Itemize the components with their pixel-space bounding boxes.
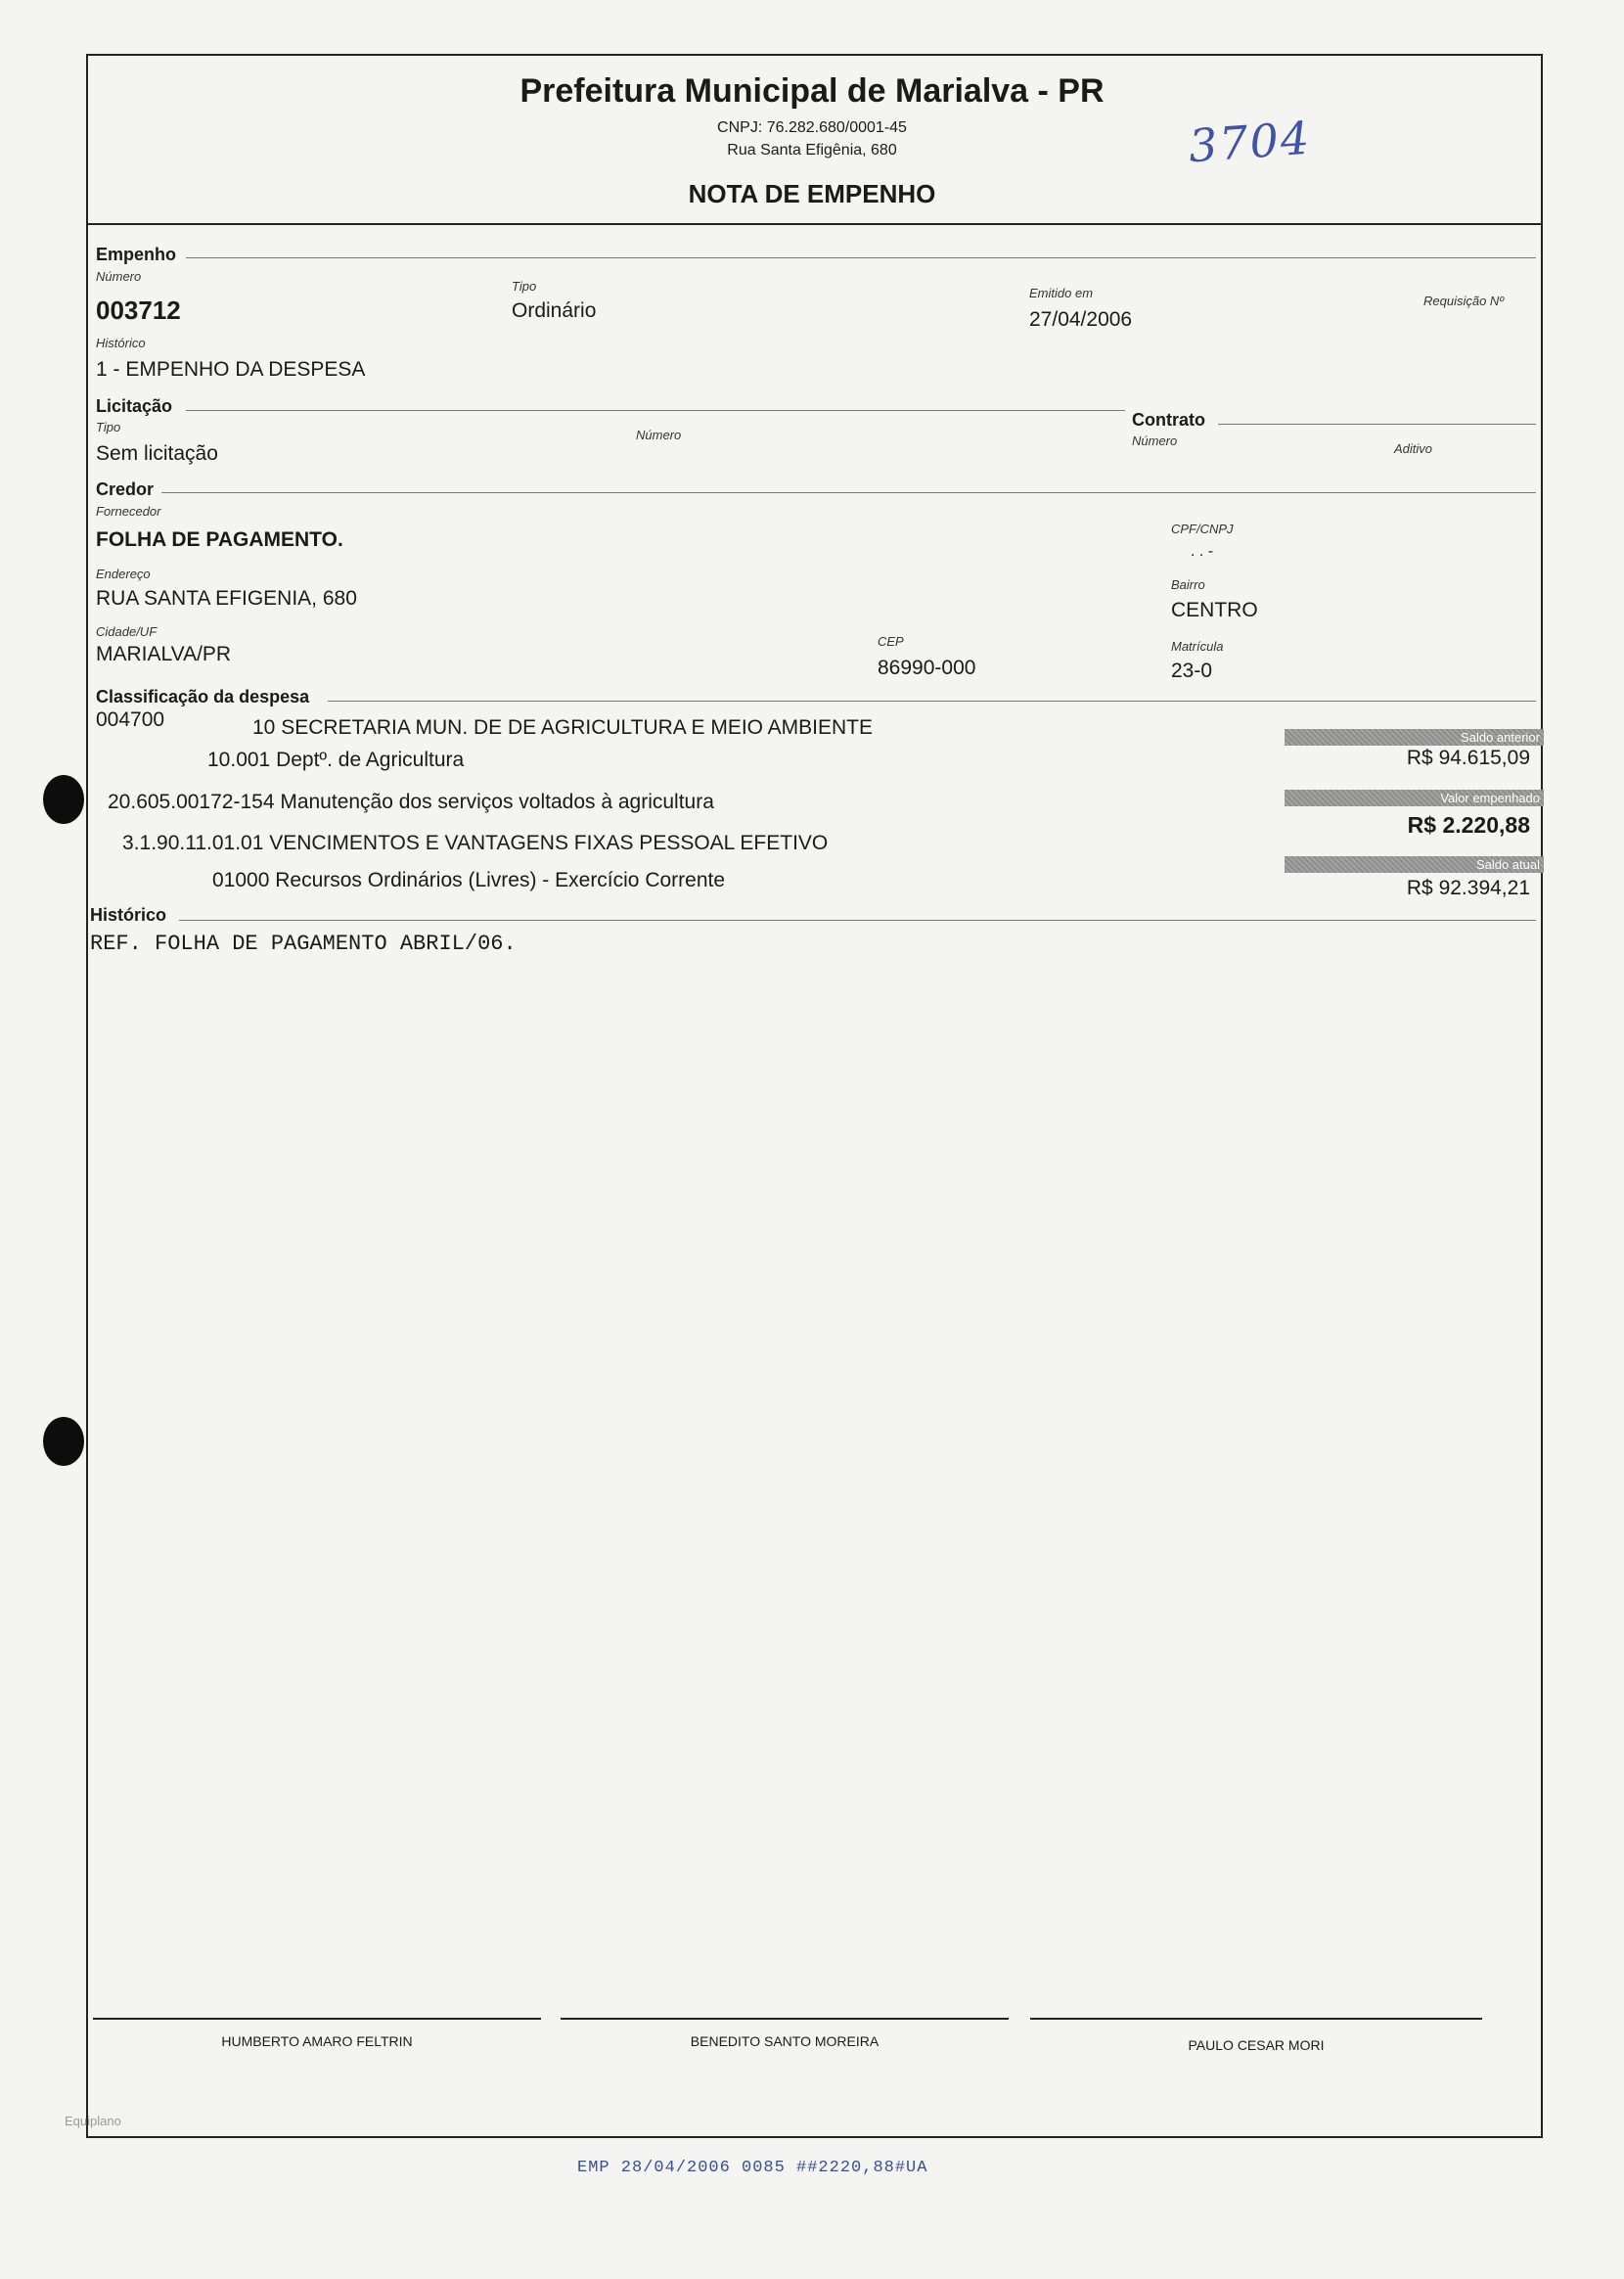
signature-name-2: BENEDITO SANTO MOREIRA xyxy=(690,2033,880,2049)
saldo-anterior-label: Saldo anterior xyxy=(1285,729,1544,746)
punch-hole-bottom xyxy=(43,1417,84,1466)
empenho-tipo: Ordinário xyxy=(512,299,597,322)
saldo-atual-label: Saldo atual xyxy=(1285,856,1544,873)
endereco-label: Endereço xyxy=(96,567,151,581)
bairro-label: Bairro xyxy=(1171,577,1205,592)
matricula-label: Matrícula xyxy=(1171,639,1224,654)
contrato-numero-label: Número xyxy=(1132,433,1178,448)
section-contrato: Contrato xyxy=(1132,410,1205,430)
rule-licitacao xyxy=(186,410,1125,411)
cep-value: 86990-000 xyxy=(878,657,976,679)
cnpj-text: CNPJ: 76.282.680/0001-45 xyxy=(717,119,907,136)
rule-credor xyxy=(161,492,1536,493)
classificacao-elemento: 3.1.90.11.01.01 VENCIMENTOS E VANTAGENS FIXAS PESSOAL EFETIVO xyxy=(122,832,829,854)
cidade-value: MARIALVA/PR xyxy=(96,643,232,665)
emitido-date: 27/04/2006 xyxy=(1029,308,1133,331)
emitido-label: Emitido em xyxy=(1029,286,1094,300)
handwritten-number: 3704 xyxy=(1187,111,1313,173)
section-credor: Credor xyxy=(96,479,155,499)
licitacao-tipo-label: Tipo xyxy=(96,420,121,434)
valor-empenhado-value: R$ 2.220,88 xyxy=(1407,812,1530,838)
empenho-historico-label: Histórico xyxy=(96,336,146,350)
rule-historico xyxy=(179,920,1536,921)
cpf-value: . . - xyxy=(1191,543,1214,560)
signature-name-1: HUMBERTO AMARO FELTRIN xyxy=(221,2033,413,2049)
endereco-value: RUA SANTA EFIGENIA, 680 xyxy=(96,587,357,610)
valor-empenhado-label: Valor empenhado xyxy=(1285,790,1544,806)
empenho-numero: 003712 xyxy=(96,296,181,325)
cidade-label: Cidade/UF xyxy=(96,624,158,639)
empenho-numero-label: Número xyxy=(96,269,142,284)
page-title: Prefeitura Municipal de Marialva - PR xyxy=(519,72,1105,110)
document-title: NOTA DE EMPENHO xyxy=(688,179,936,208)
licitacao-numero-label: Número xyxy=(636,428,682,442)
fornecedor-label: Fornecedor xyxy=(96,504,161,519)
signature-line-3 xyxy=(1030,2018,1482,2020)
empenho-historico: 1 - EMPENHO DA DESPESA xyxy=(96,358,366,381)
cpf-label: CPF/CNPJ xyxy=(1171,522,1234,536)
classificacao-secretaria: 10 SECRETARIA MUN. DE DE AGRICULTURA E MEIO AMBIENTE xyxy=(252,716,874,739)
receipt-stamp: EMP 28/04/2006 0085 ##2220,88#UA xyxy=(577,2159,928,2177)
bairro-value: CENTRO xyxy=(1171,599,1258,621)
punch-hole-top xyxy=(43,775,84,824)
matricula-value: 23-0 xyxy=(1171,660,1213,682)
contrato-aditivo-label: Aditivo xyxy=(1394,441,1433,456)
saldo-atual-value: R$ 92.394,21 xyxy=(1406,877,1530,899)
fornecedor-value: FOLHA DE PAGAMENTO. xyxy=(96,528,343,551)
rule-classificacao xyxy=(328,701,1536,702)
classificacao-departamento: 10.001 Deptº. de Agricultura xyxy=(207,749,465,771)
historico-texto: REF. FOLHA DE PAGAMENTO ABRIL/06. xyxy=(90,932,517,956)
section-licitacao: Licitação xyxy=(96,396,173,416)
signature-line-2 xyxy=(561,2018,1009,2020)
section-historico: Histórico xyxy=(90,905,167,925)
empenho-tipo-label: Tipo xyxy=(512,279,537,294)
cep-label: CEP xyxy=(878,634,904,649)
licitacao-tipo: Sem licitação xyxy=(96,442,218,465)
section-empenho: Empenho xyxy=(96,245,177,264)
classificacao-codigo: 004700 xyxy=(96,708,165,731)
rule-empenho xyxy=(186,257,1536,258)
requisicao-label: Requisição Nº xyxy=(1423,294,1505,308)
classificacao-recurso: 01000 Recursos Ordinários (Livres) - Exercício Corrente xyxy=(212,869,726,891)
rule-contrato xyxy=(1218,424,1536,425)
signature-line-1 xyxy=(93,2018,541,2020)
section-classificacao: Classificação da despesa xyxy=(96,687,310,706)
classificacao-funcional: 20.605.00172-154 Manutenção dos serviços voltados à agricultura xyxy=(108,791,714,813)
signature-name-3: PAULO CESAR MORI xyxy=(1188,2037,1325,2053)
saldo-anterior-value: R$ 94.615,09 xyxy=(1406,747,1530,769)
header-separator xyxy=(86,223,1543,225)
address-text: Rua Santa Efigênia, 680 xyxy=(727,142,897,159)
brand-footer: Equiplano xyxy=(65,2114,121,2128)
